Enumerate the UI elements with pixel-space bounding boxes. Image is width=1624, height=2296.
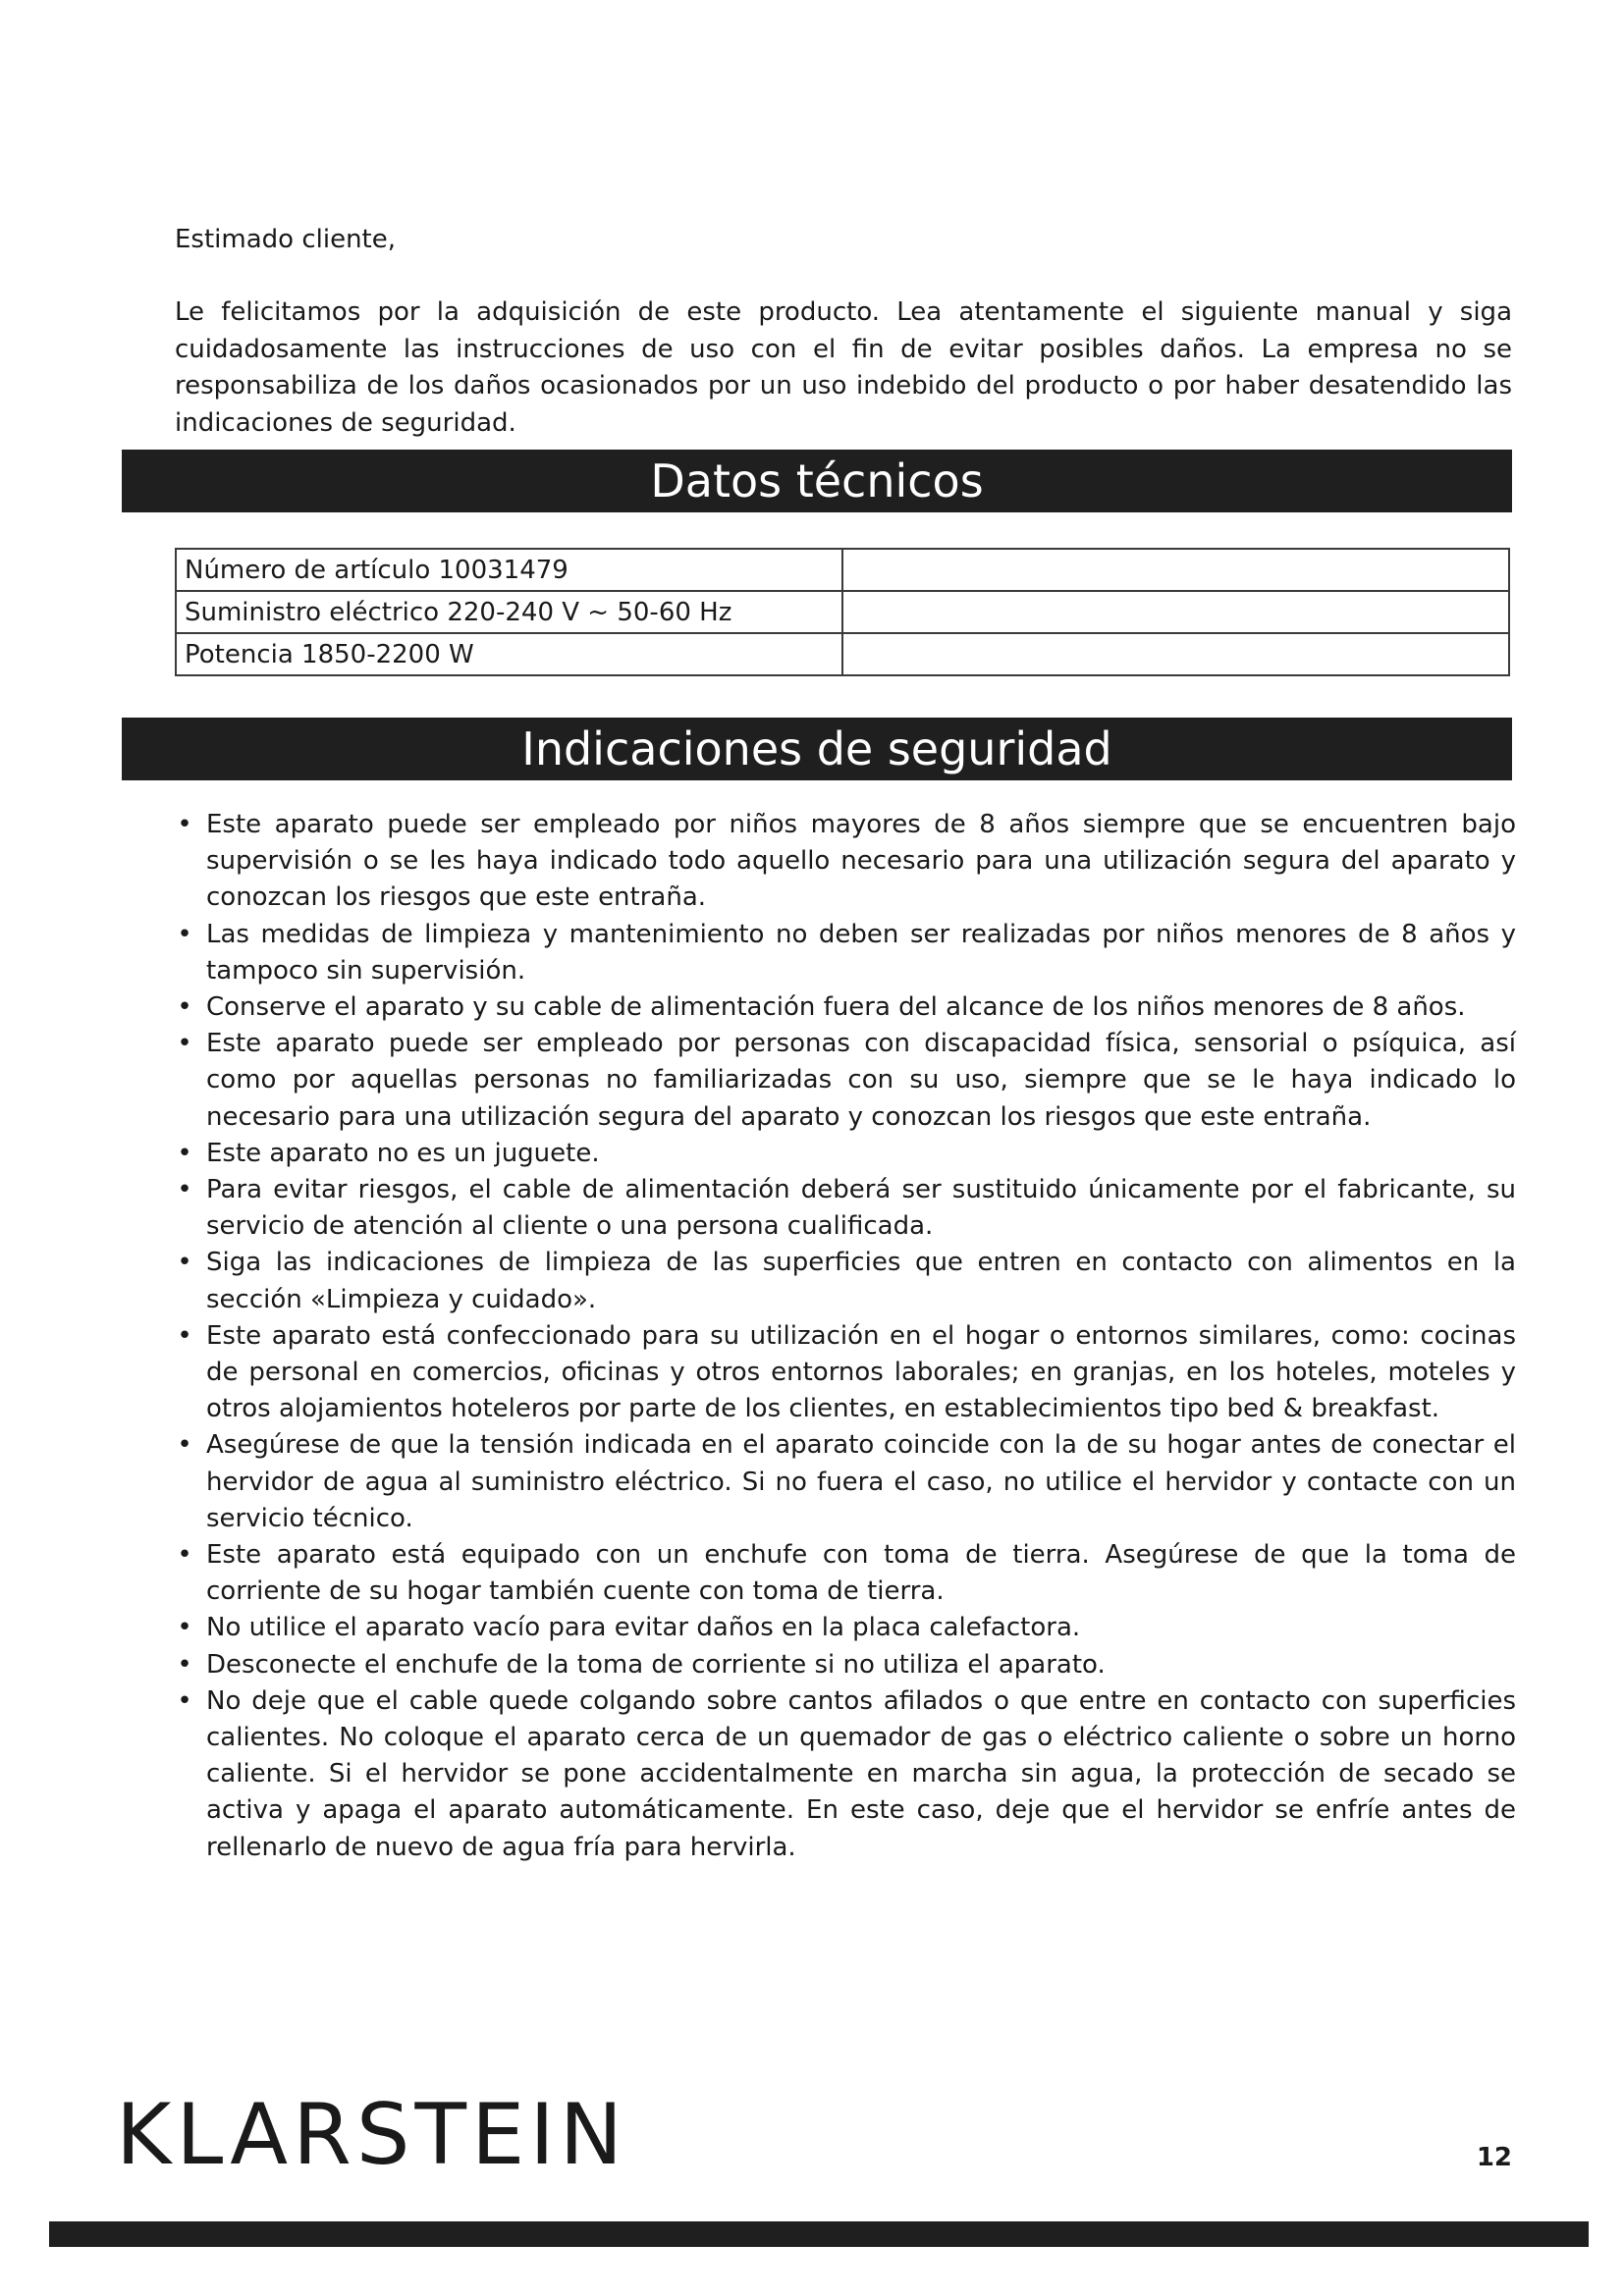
table-row bbox=[176, 591, 1509, 633]
bullet-icon: • bbox=[177, 1248, 192, 1278]
bullet-icon: • bbox=[177, 919, 192, 949]
section-header-safety: Indicaciones de seguridad bbox=[122, 718, 1512, 780]
greeting: Estimado cliente, bbox=[175, 225, 396, 254]
bullet-icon: • bbox=[177, 1175, 192, 1205]
list-item-text: Este aparato puede ser empleado por niños mayores de 8 años siempre que se encuentren bajo supervisión o se les haya indicado todo aquello necesario para una utilización segura del aparato y conozcan los riesgos que este entraña. bbox=[206, 810, 1516, 913]
table-row bbox=[176, 549, 1509, 591]
list-item bbox=[175, 1647, 1516, 1683]
bullet-icon: • bbox=[177, 1649, 192, 1680]
list-item-text: Siga las indicaciones de limpieza de las superficies que entren en contacto con alimentos en la sección «Limpieza y cuidado». bbox=[206, 1248, 1516, 1314]
spec-label: Potencia 1850-2200 W bbox=[176, 633, 842, 675]
intro-paragraph: Le felicitamos por la adquisición de este producto. Lea atentamente el siguiente manual y siga cuidadosamente las instrucciones de uso con el fin de evitar posibles daños. La empresa no se responsabiliza de los daños ocasionados por un uso indebido del producto o por haber desatendido las indicaciones de seguridad. bbox=[175, 297, 1512, 438]
list-item bbox=[175, 917, 1516, 989]
list-item-text: Este aparato está confeccionado para su utilización en el hogar o entornos similares, como: cocinas de personal en comercios, oficinas y otros entornos laborales; en granjas, en los hoteles, moteles y otros alojamientos hoteleros por parte de los clientes, en establecimientos tipo bed & breakfast. bbox=[206, 1320, 1516, 1424]
list-item bbox=[175, 1172, 1516, 1245]
list-item-text: Desconecte el enchufe de la toma de corriente si no utiliza el aparato. bbox=[206, 1649, 1106, 1680]
bullet-icon: • bbox=[177, 1029, 192, 1059]
footer-rule bbox=[49, 2221, 1589, 2247]
table-row bbox=[176, 633, 1509, 675]
list-item-text: Asegúrese de que la tensión indicada en el aparato coincide con la de su hogar antes de conectar el hervidor de agua al suministro eléctrico. Si no fuera el caso, no utilice el hervidor y contacte con un servicio técnico. bbox=[206, 1430, 1516, 1533]
list-item-text: Las medidas de limpieza y mantenimiento no deben ser realizadas por niños menores de 8 años y tampoco sin supervisión. bbox=[206, 919, 1516, 986]
technical-specs-table bbox=[175, 548, 1510, 676]
spec-value bbox=[842, 549, 1509, 591]
list-item-text: Este aparato puede ser empleado por personas con discapacidad física, sensorial o psíquica, así como por aquellas personas no familiarizadas con su uso, siempre que se le haya indicado lo necesario para una utilización segura del aparato y conozcan los riesgos que este entraña. bbox=[206, 1029, 1516, 1132]
bullet-icon: • bbox=[177, 1320, 192, 1351]
bullet-icon: • bbox=[177, 1430, 192, 1461]
spec-label: Número de artículo 10031479 bbox=[176, 549, 842, 591]
spec-label: Suministro eléctrico 220-240 V ~ 50-60 Hz bbox=[176, 591, 842, 633]
list-item bbox=[175, 989, 1516, 1026]
page-number: 12 bbox=[1476, 2143, 1512, 2172]
list-item-text: Este aparato está equipado con un enchufe con toma de tierra. Asegúrese de que la toma de corriente de su hogar también cuente con toma de tierra. bbox=[206, 1540, 1516, 1607]
list-item bbox=[175, 1136, 1516, 1172]
list-item bbox=[175, 1683, 1516, 1866]
section-header-technical-data: Datos técnicos bbox=[122, 450, 1512, 512]
list-item bbox=[175, 1026, 1516, 1136]
bullet-icon: • bbox=[177, 1138, 192, 1168]
bullet-icon: • bbox=[177, 810, 192, 839]
list-item-text: Este aparato no es un juguete. bbox=[206, 1138, 600, 1168]
brand-logo: KLARSTEIN bbox=[116, 2086, 628, 2184]
list-item bbox=[175, 1610, 1516, 1646]
list-item bbox=[175, 1537, 1516, 1610]
list-item bbox=[175, 1427, 1516, 1537]
list-item-text: No deje que el cable quede colgando sobre cantos afilados o que entre en contacto con superficies calientes. No coloque el aparato cerca de un quemador de gas o eléctrico caliente o sobre un horno caliente. Si el hervidor se pone accidentalmente en marcha sin agua, la protección de secado se activa y apaga el aparato automáticamente. En este caso, deje que el hervidor se enfríe antes de rellenarlo de nuevo de agua fría para hervirla. bbox=[206, 1685, 1516, 1862]
list-item bbox=[175, 807, 1516, 917]
list-item bbox=[175, 1318, 1516, 1428]
list-item-text: Para evitar riesgos, el cable de alimentación deberá ser sustituido únicamente por el fabricante, su servicio de atención al cliente o una persona cualificada. bbox=[206, 1175, 1516, 1242]
spec-value bbox=[842, 591, 1509, 633]
spec-value bbox=[842, 633, 1509, 675]
bullet-icon: • bbox=[177, 1685, 192, 1716]
list-item-text: Conserve el aparato y su cable de alimentación fuera del alcance de los niños menores de 8 años. bbox=[206, 992, 1466, 1023]
list-item-text: No utilice el aparato vacío para evitar daños en la placa calefactora. bbox=[206, 1613, 1081, 1643]
bullet-icon: • bbox=[177, 1613, 192, 1643]
safety-list bbox=[175, 807, 1516, 1866]
bullet-icon: • bbox=[177, 1540, 192, 1571]
list-item bbox=[175, 1245, 1516, 1317]
bullet-icon: • bbox=[177, 992, 192, 1023]
